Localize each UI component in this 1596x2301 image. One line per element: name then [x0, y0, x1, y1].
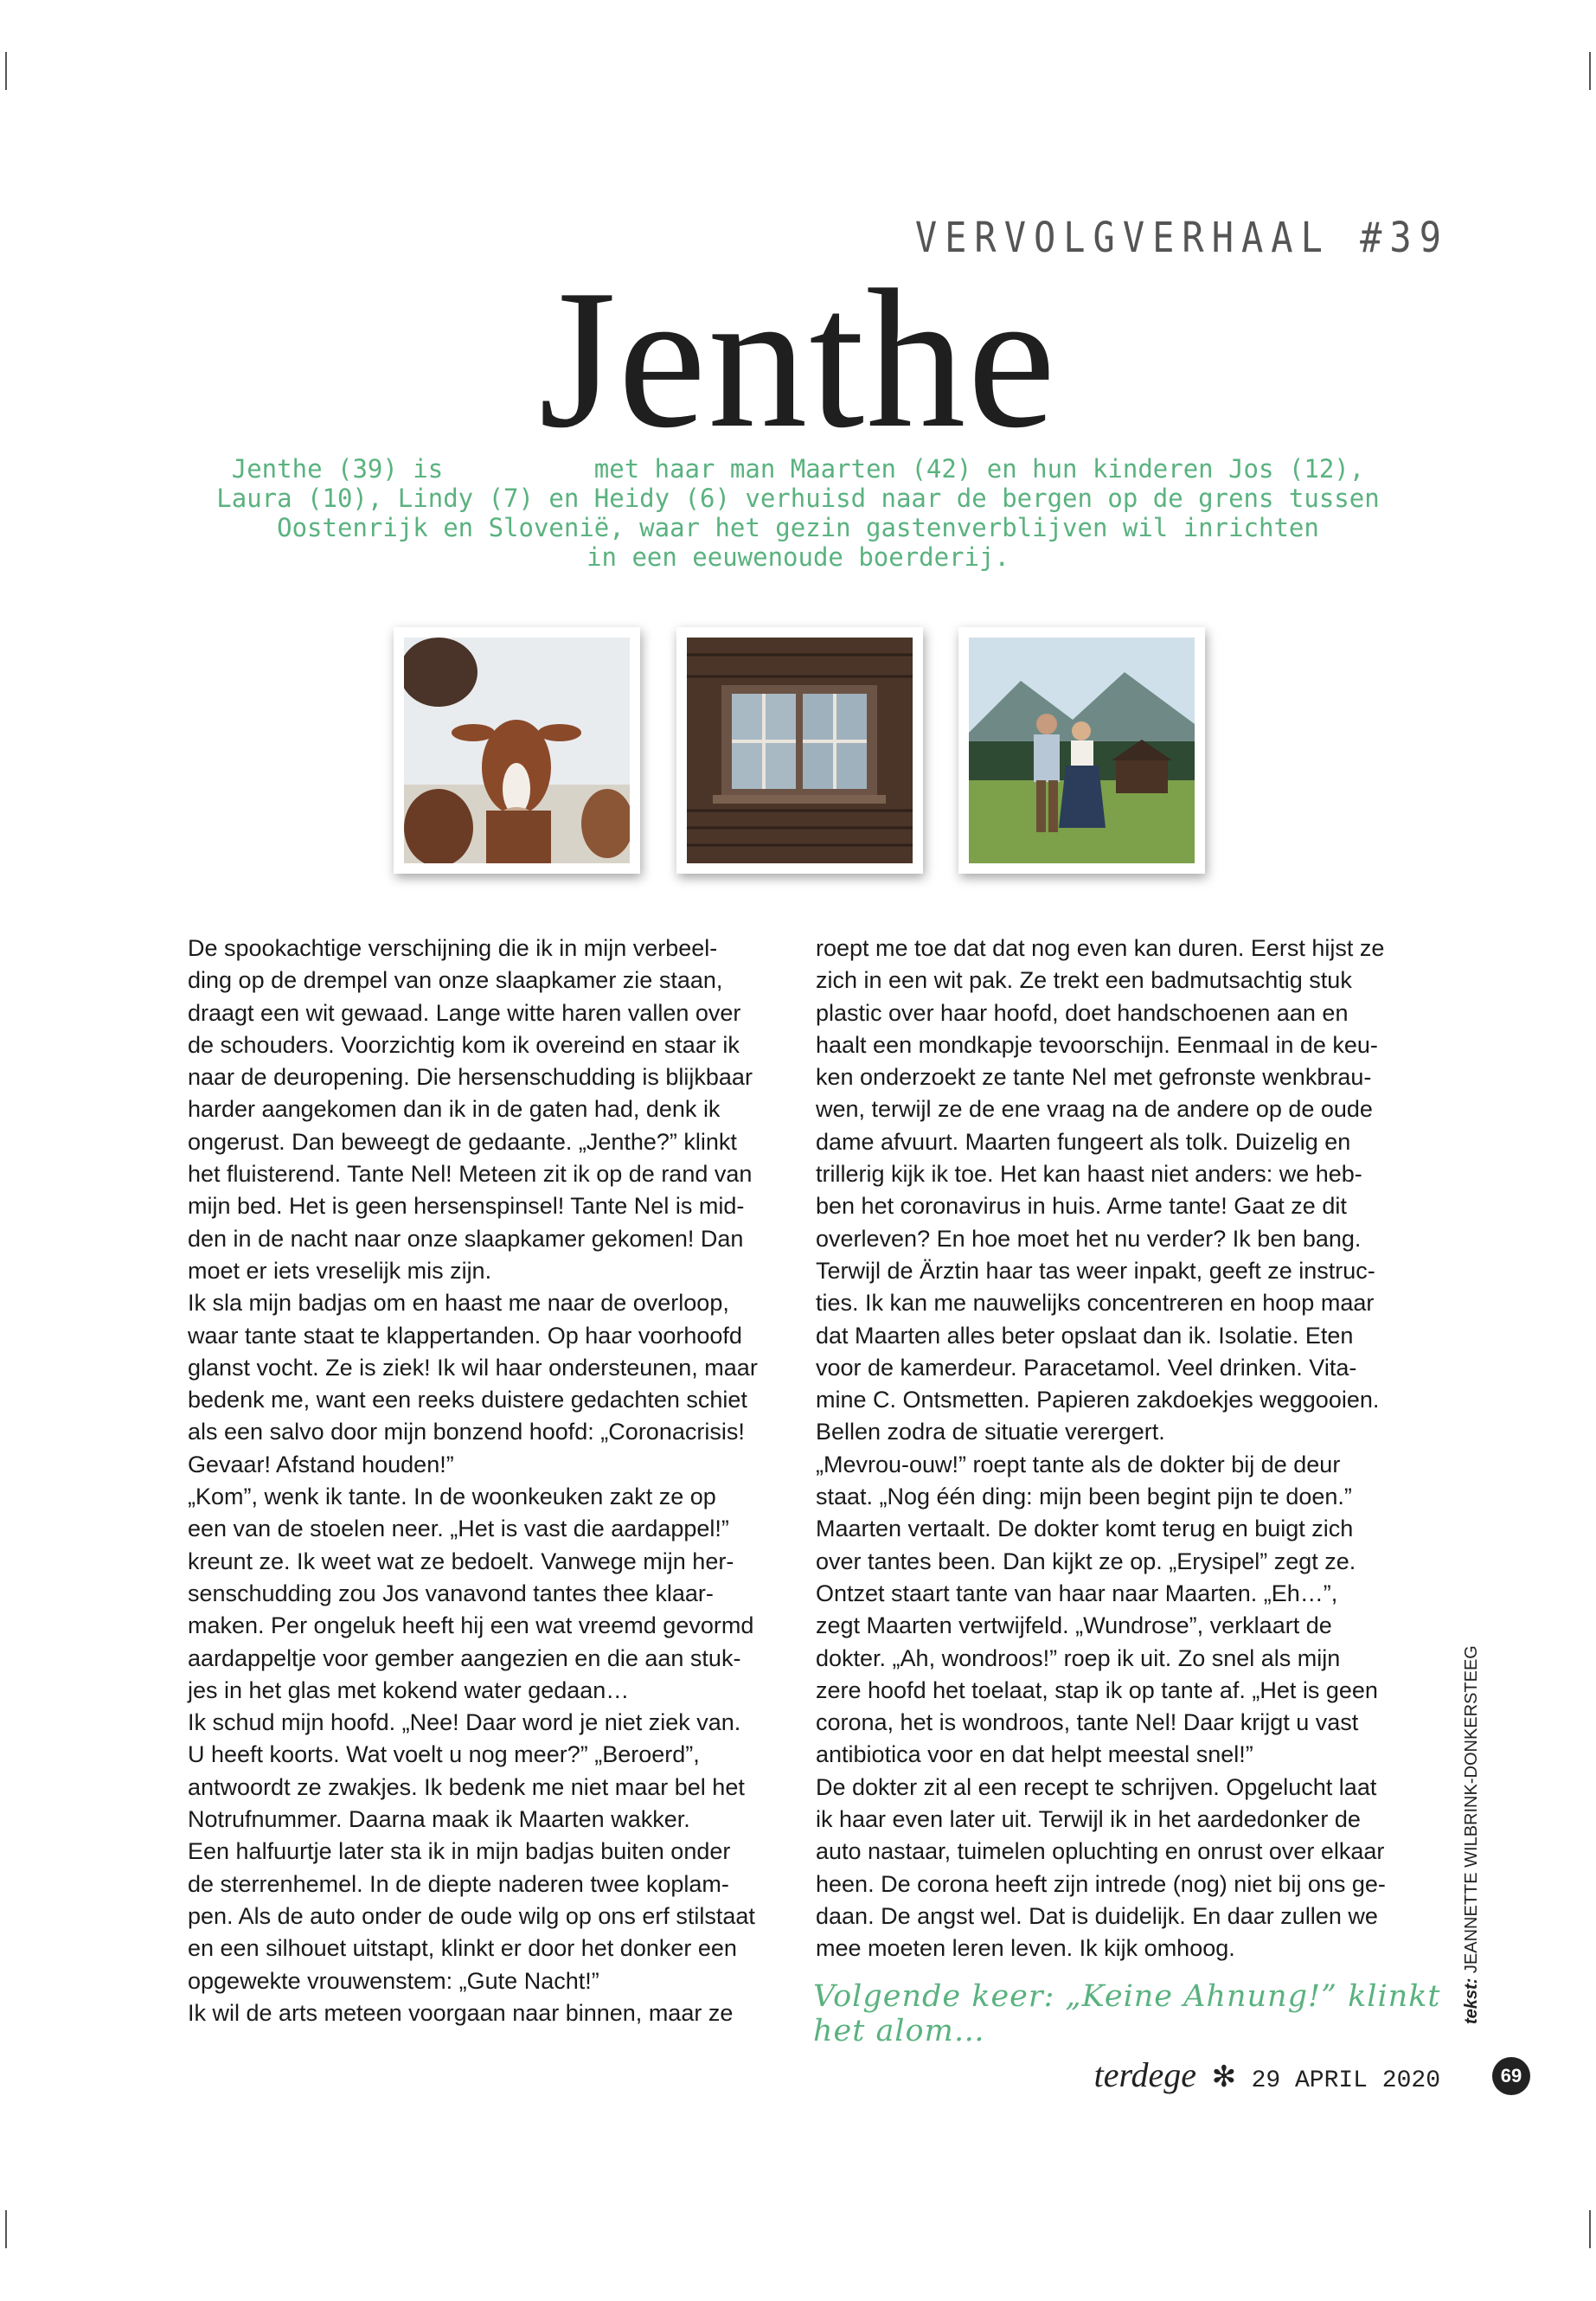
article-line: mee moeten leren leven. Ik kijk omhoog.	[816, 1935, 1235, 1962]
page-title: Jenthe	[538, 248, 1058, 469]
cows-photo	[394, 627, 640, 874]
article-line: en een silhouet uitstapt, klinkt er door het donker een	[188, 1935, 737, 1962]
crop-mark	[1589, 2210, 1591, 2248]
article-line: ongerust. Dan beweegt de gedaante. „Jenthe?” klinkt	[188, 1128, 737, 1155]
star-separator-icon: ✻	[1211, 2061, 1237, 2093]
article-line: zere hoofd het toelaat, stap ik op tante af. „Het is geen	[816, 1676, 1378, 1703]
crop-mark	[1589, 52, 1591, 90]
article-line: roept me toe dat dat nog even kan duren. Eerst hijst ze	[816, 935, 1385, 961]
article-line: mine C. Ontsmetten. Papieren zakdoekjes weggooien.	[816, 1387, 1380, 1413]
article-line: zegt Maarten vertwijfeld. „Wundrose”, verklaart de	[816, 1612, 1332, 1639]
issue-date: 29 APRIL 2020	[1251, 2067, 1440, 2094]
article-line: „Mevrou-ouw!” roept tante als de dokter bij de deur	[816, 1451, 1341, 1477]
article-column-1	[188, 933, 809, 2029]
article-line: plastic over haar hoofd, doet handschoenen aan en	[816, 999, 1349, 1026]
article-line: haalt een mondkapje tevoorschijn. Eenmaal in de keu-	[816, 1031, 1378, 1058]
window-photo	[676, 627, 923, 874]
article-line: De spookachtige verschijning die ik in mijn verbeel-	[188, 935, 718, 961]
article-line: Ik sla mijn badjas om en haast me naar de overloop,	[188, 1290, 729, 1317]
window-icon	[687, 638, 913, 863]
crop-mark	[5, 52, 7, 90]
article-line: Gevaar! Afstand houden!”	[188, 1451, 454, 1477]
article-line: Bellen zodra de situatie verergert.	[816, 1419, 1165, 1445]
article-line: antibiotica voor en dat helpt meestal snel!”	[816, 1741, 1253, 1768]
next-episode-teaser: Volgende keer: „Keine Ahnung!” klinkt het alom…	[813, 1979, 1441, 2048]
article-line: over tantes been. Dan kijkt ze op. „Erysipel” zegt ze.	[816, 1548, 1356, 1574]
article-line: Ik schud mijn hoofd. „Nee! Daar word je niet ziek van.	[188, 1709, 741, 1736]
article-line: pen. Als de auto onder de oude wilg op ons erf stilstaat	[188, 1902, 755, 1929]
article-line: dame afvuurt. Maarten fungeert als tolk. Duizelig en	[816, 1128, 1351, 1155]
article-line: Maarten vertaalt. De dokter komt terug en buigt zich	[816, 1516, 1354, 1542]
article-line: voor de kamerdeur. Paracetamol. Veel drinken. Vita-	[816, 1354, 1357, 1381]
intro-text	[216, 454, 1380, 572]
article-line: corona, het is wondroos, tante Nel! Daar krijgt u vast	[816, 1709, 1359, 1736]
article-line: antwoordt ze zwakjes. Ik bedenk me niet maar bel het	[188, 1773, 745, 1800]
article-line: heen. De corona heeft zijn intrede (nog) niet bij ons ge-	[816, 1870, 1386, 1897]
article-line: de schouders. Voorzichtig kom ik overeind en staar ik	[188, 1031, 740, 1058]
article-line: den in de nacht naar onze slaapkamer gekomen! Dan	[188, 1225, 744, 1252]
article-line: kreunt ze. Ik weet wat ze bedoelt. Vanwege mijn her-	[188, 1548, 734, 1574]
crop-mark	[5, 2210, 7, 2248]
article-line: harder aangekomen dan ik in de gaten had, denk ik	[188, 1096, 721, 1123]
article-line: de sterrenhemel. In de diepte naderen twee koplam-	[188, 1870, 729, 1897]
article-line: dokter. „Ah, wondroos!” roep ik uit. Zo snel als mijn	[816, 1644, 1341, 1671]
series-kicker: VERVOLGVERHAAL #39	[914, 213, 1449, 262]
page-number: 69	[1492, 2057, 1530, 2095]
intro-line: Laura (10), Lindy (7) en Heidy (6) verhuisd naar de bergen op de grens tussen	[216, 484, 1380, 513]
article-line: als een salvo door mijn bonzend hoofd: „Coronacrisis!	[188, 1419, 745, 1445]
couple-photo	[958, 627, 1205, 874]
article-line: staat. „Nog één ding: mijn been begint pijn te doen.”	[816, 1484, 1352, 1510]
article-line: Notrufnummer. Daarna maak ik Maarten wakker.	[188, 1806, 690, 1833]
cow-icon	[404, 638, 630, 863]
article-line: het fluisterend. Tante Nel! Meteen zit ik op de rand van	[188, 1161, 753, 1188]
article-line: een van de stoelen neer. „Het is vast die aardappel!”	[188, 1516, 729, 1542]
article-line: ding op de drempel van onze slaapkamer zie staan,	[188, 967, 723, 994]
couple-icon	[969, 638, 1195, 863]
article-line: draagt een wit gewaad. Lange witte haren vallen over	[188, 999, 741, 1026]
article-line: aardappeltje voor gember aangezien en die aan stuk-	[188, 1644, 741, 1671]
article-line: daan. De angst wel. Dat is duidelijk. En daar zullen we	[816, 1902, 1378, 1929]
intro-line: in een eeuwenoude boerderij.	[586, 542, 1010, 572]
article-line: overleven? En hoe moet het nu verder? Ik ben bang.	[816, 1225, 1362, 1252]
article-line: U heeft koorts. Wat voelt u nog meer?” „Beroerd”,	[188, 1741, 700, 1768]
page-footer	[1094, 2054, 1440, 2095]
article-line: ben het coronavirus in huis. Arme tante! Gaat ze dit	[816, 1193, 1347, 1220]
article-line: Ontzet staart tante van haar naar Maarten. „Eh…”,	[816, 1580, 1338, 1606]
credit-author: JEANNETTE WILBRINK-DONKERSTEEG	[1462, 1645, 1481, 1974]
article-line: ties. Ik kan me nauwelijks concentreren en hoop maar	[816, 1290, 1375, 1317]
article-line: „Kom”, wenk ik tante. In de woonkeuken zakt ze op	[188, 1484, 716, 1510]
article-line: ik haar even later uit. Terwijl ik in het aardedonker de	[816, 1806, 1361, 1833]
article-line: glanst vocht. Ze is ziek! Ik wil haar ondersteunen, maar	[188, 1354, 758, 1381]
article-line: Ik wil de arts meteen voorgaan naar binnen, maar ze	[188, 1999, 734, 2026]
article-line: bedenk me, want een reeks duistere gedachten schiet	[188, 1387, 747, 1413]
article-line: mijn bed. Het is geen hersenspinsel! Tante Nel is mid-	[188, 1193, 745, 1220]
article-line: Een halfuurtje later sta ik in mijn badjas buiten onder	[188, 1838, 731, 1865]
article-line: naar de deuropening. Die hersenschudding is blijkbaar	[188, 1064, 753, 1091]
article-line: jes in het glas met kokend water gedaan…	[188, 1676, 630, 1703]
article-line: waar tante staat te klappertanden. Op haar voorhoofd	[188, 1322, 742, 1349]
article-column-2	[816, 933, 1437, 1965]
article-line: senschudding zou Jos vanavond tantes thee klaar-	[188, 1580, 714, 1606]
article-line: maken. Per ongeluk heeft hij een wat vreemd gevormd	[188, 1612, 754, 1639]
article-line: dat Maarten alles beter opslaat dan ik. Isolatie. Eten	[816, 1322, 1354, 1349]
article-line: auto nastaar, tuimelen opluchting en onrust over elkaar	[816, 1838, 1385, 1865]
article-line: trillerig kijk ik toe. Het kan haast niet anders: we heb-	[816, 1161, 1362, 1188]
author-credit	[1462, 1645, 1488, 2024]
article-line: De dokter zit al een recept te schrijven. Opgelucht laat	[816, 1773, 1377, 1800]
credit-label: tekst:	[1462, 1977, 1481, 2024]
article-line: ken onderzoekt ze tante Nel met gefronste wenkbrau-	[816, 1064, 1372, 1091]
article-line: Terwijl de Ärztin haar tas weer inpakt, geeft ze instruc-	[816, 1257, 1375, 1284]
intro-line: Oostenrijk en Slovenië, waar het gezin gastenverblijven wil inrichten	[277, 513, 1319, 542]
article-line: moet er iets vreselijk mis zijn.	[188, 1257, 492, 1284]
article-line: opgewekte vrouwenstem: „Gute Nacht!”	[188, 1967, 599, 1994]
article-line: zich in een wit pak. Ze trekt een badmutsachtig stuk	[816, 967, 1352, 994]
magazine-brand: terdege	[1093, 2055, 1197, 2094]
intro-line: Jenthe (39) is met haar man Maarten (42) en hun kinderen Jos (12),	[231, 454, 1365, 484]
article-line: wen, terwijl ze de ene vraag na de andere op de oude	[816, 1096, 1373, 1123]
